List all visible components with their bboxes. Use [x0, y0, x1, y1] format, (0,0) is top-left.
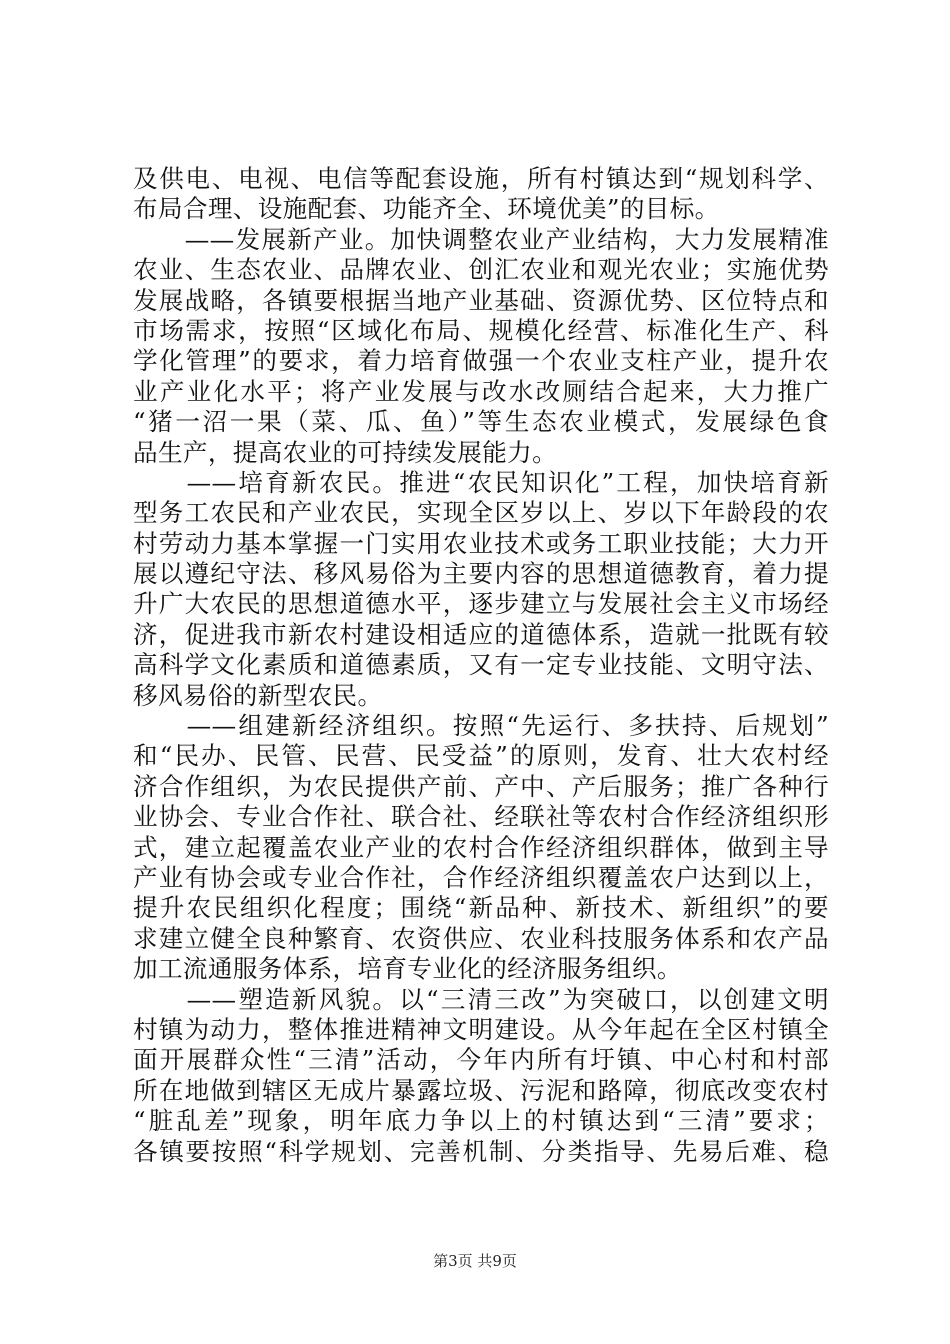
text-line: “脏乱差”现象，明年底力争以上的村镇达到“三清”要求；: [133, 1106, 829, 1136]
text-line: 展以遵纪守法、移风易俗为主要内容的思想道德教育，着力提: [133, 559, 829, 589]
text-line: 布局合理、设施配套、功能齐全、环境优美”的目标。: [133, 194, 720, 224]
document-body: [133, 164, 829, 1167]
text-line: 学化管理”的要求，着力培育做强一个农业支柱产业，提升农: [133, 346, 829, 376]
text-line: 升广大农民的思想道德水平，逐步建立与发展社会主义市场经: [133, 589, 829, 619]
text-line: 各镇要按照“科学规划、完善机制、分类指导、先易后难、稳: [133, 1136, 829, 1166]
text-line: 和“民办、民管、民营、民受益”的原则，发育、壮大农村经: [133, 741, 829, 771]
text-line: 发展战略，各镇要根据当地产业基础、资源优势、区位特点和: [133, 285, 829, 315]
text-line: 所在地做到辖区无成片暴露垃圾、污泥和路障，彻底改变农村: [133, 1075, 829, 1105]
text-line: 求建立健全良种繁育、农资供应、农业科技服务体系和农产品: [133, 923, 829, 953]
text-line: ——培育新农民。推进“农民知识化”工程，加快培育新: [133, 467, 829, 497]
text-line: 村镇为动力，整体推进精神文明建设。从今年起在全区村镇全: [133, 1014, 829, 1044]
text-line: ——组建新经济组织。按照“先运行、多扶持、后规划”: [133, 711, 829, 741]
text-line: 济，促进我市新农村建设相适应的道德体系，造就一批既有较: [133, 619, 829, 649]
text-line: 型务工农民和产业农民，实现全区岁以上、岁以下年龄段的农: [133, 498, 829, 528]
text-line: 高科学文化素质和道德素质，又有一定专业技能、文明守法、: [133, 650, 829, 680]
text-line: 村劳动力基本掌握一门实用农业技术或务工职业技能；大力开: [133, 528, 829, 558]
text-line: 提升农民组织化程度；围绕“新品种、新技术、新组织”的要: [133, 893, 829, 923]
text-line: 济合作组织，为农民提供产前、产中、产后服务；推广各种行: [133, 771, 829, 801]
text-line: 加工流通服务体系，培育专业化的经济服务组织。: [133, 954, 682, 984]
text-line: 业协会、专业合作社、联合社、经联社等农村合作经济组织形: [133, 802, 829, 832]
text-line: 农业、生态农业、品牌农业、创汇农业和观光农业；实施优势: [133, 255, 829, 285]
text-line: 面开展群众性“三清”活动，今年内所有圩镇、中心村和村部: [133, 1045, 829, 1075]
page-footer: [0, 1250, 950, 1271]
text-line: 品生产，提高农业的可持续发展能力。: [133, 437, 558, 467]
text-line: “猪一沼一果（菜、瓜、鱼）”等生态农业模式，发展绿色食: [133, 407, 829, 437]
page-number: 第3页 共9页: [433, 1252, 517, 1270]
text-line: 移风易俗的新型农民。: [133, 680, 383, 710]
text-line: 业产业化水平；将产业发展与改水改厕结合起来，大力推广: [133, 376, 829, 406]
text-line: 市场需求，按照“区域化布局、规模化经营、标准化生产、科: [133, 315, 829, 345]
text-line: ——塑造新风貌。以“三清三改”为突破口，以创建文明: [133, 984, 829, 1014]
text-line: 式，建立起覆盖农业产业的农村合作经济组织群体，做到主导: [133, 832, 829, 862]
text-line: 及供电、电视、电信等配套设施，所有村镇达到“规划科学、: [133, 164, 829, 193]
text-line: 产业有协会或专业合作社，合作经济组织覆盖农户达到以上，: [133, 862, 829, 892]
text-line: ——发展新产业。加快调整农业产业结构，大力发展精准: [133, 224, 829, 254]
